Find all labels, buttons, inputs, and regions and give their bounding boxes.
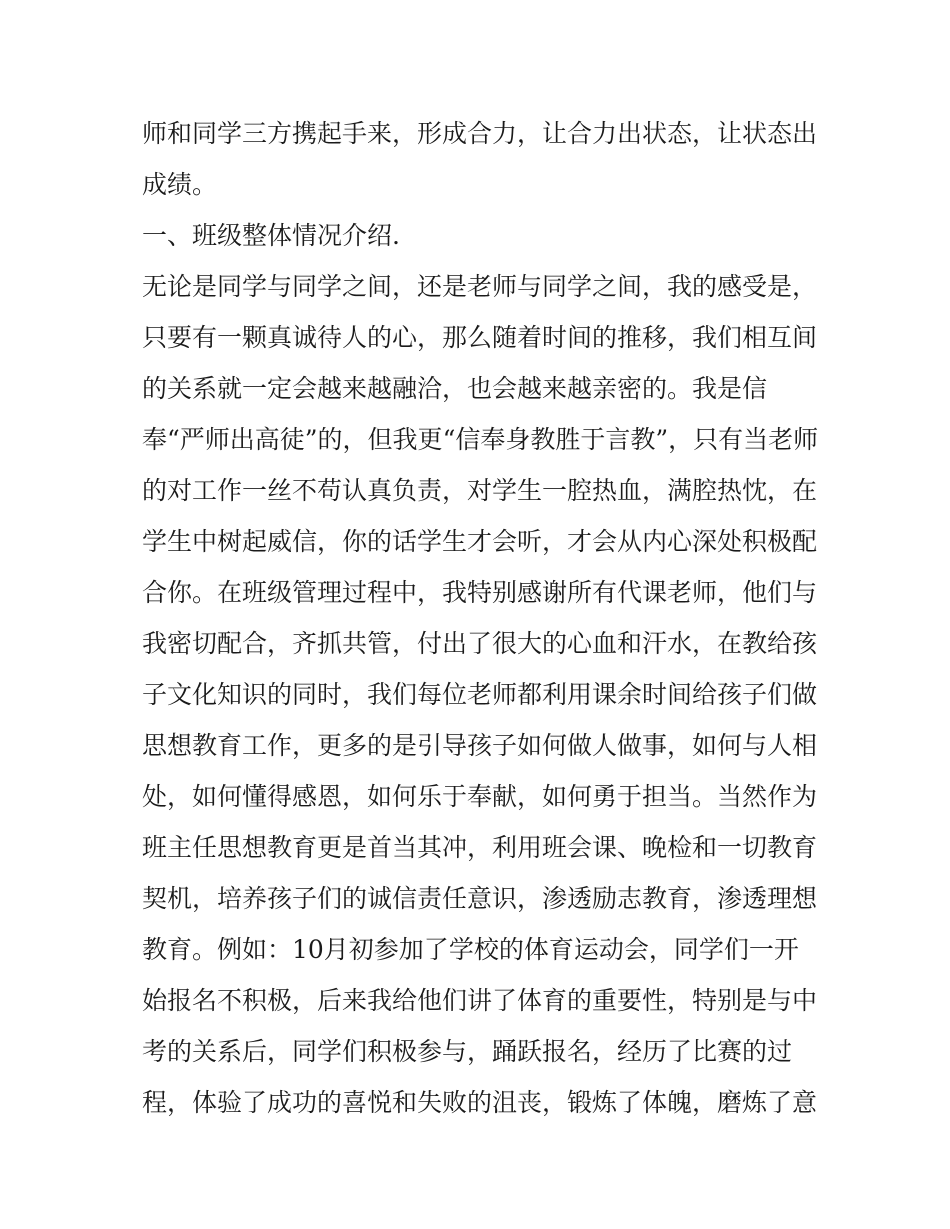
text-line: 考的关系后，同学们积极参与，踊跃报名，经历了比赛的过 [142, 1037, 793, 1066]
text-line: 的关系就一定会越来越融洽，也会越来越亲密的。我是信 [142, 374, 768, 403]
text-line: 无论是同学与同学之间，还是老师与同学之间，我的感受是， [142, 272, 818, 301]
text-line: 合你。在班级管理过程中，我特别感谢所有代课老师，他们与 [142, 578, 818, 607]
text-line: 成绩。 [142, 170, 218, 199]
text-line: 奉“严师出高徒”的，但我更“信奉身教胜于言教”，只有当老师 [142, 425, 819, 454]
text-line: 我密切配合，齐抓共管，付出了很大的心血和汗水，在教给孩 [142, 629, 818, 658]
text-line: 班主任思想教育更是首当其冲，利用班会课、晚检和一切教育 [142, 833, 818, 862]
text-line: 处，如何懂得感恩，如何乐于奉献，如何勇于担当。当然作为 [142, 782, 818, 811]
text-line: 教育。例如：10月初参加了学校的体育运动会，同学们一开 [142, 935, 799, 964]
text-line: 思想教育工作，更多的是引导孩子如何做人做事，如何与人相 [142, 731, 818, 760]
text-line: 程，体验了成功的喜悦和失败的沮丧，锻炼了体魄，磨炼了意 [142, 1088, 818, 1117]
text-line: 师和同学三方携起手来，形成合力，让合力出状态，让状态出 [142, 119, 818, 148]
text-line: 学生中树起威信，你的话学生才会听，才会从内心深处积极配 [142, 527, 818, 556]
text-line: 契机，培养孩子们的诚信责任意识，渗透励志教育，渗透理想 [142, 884, 818, 913]
section-heading: 一、班级整体情况介绍. [142, 221, 400, 250]
body-text [142, 108, 822, 1128]
text-line: 只要有一颗真诚待人的心，那么随着时间的推移，我们相互间 [142, 323, 818, 352]
text-line: 始报名不积极，后来我给他们讲了体育的重要性，特别是与中 [142, 986, 818, 1015]
text-line: 子文化知识的同时，我们每位老师都利用课余时间给孩子们做 [142, 680, 818, 709]
text-line: 的对工作一丝不苟认真负责，对学生一腔热血，满腔热忱，在 [142, 476, 818, 505]
